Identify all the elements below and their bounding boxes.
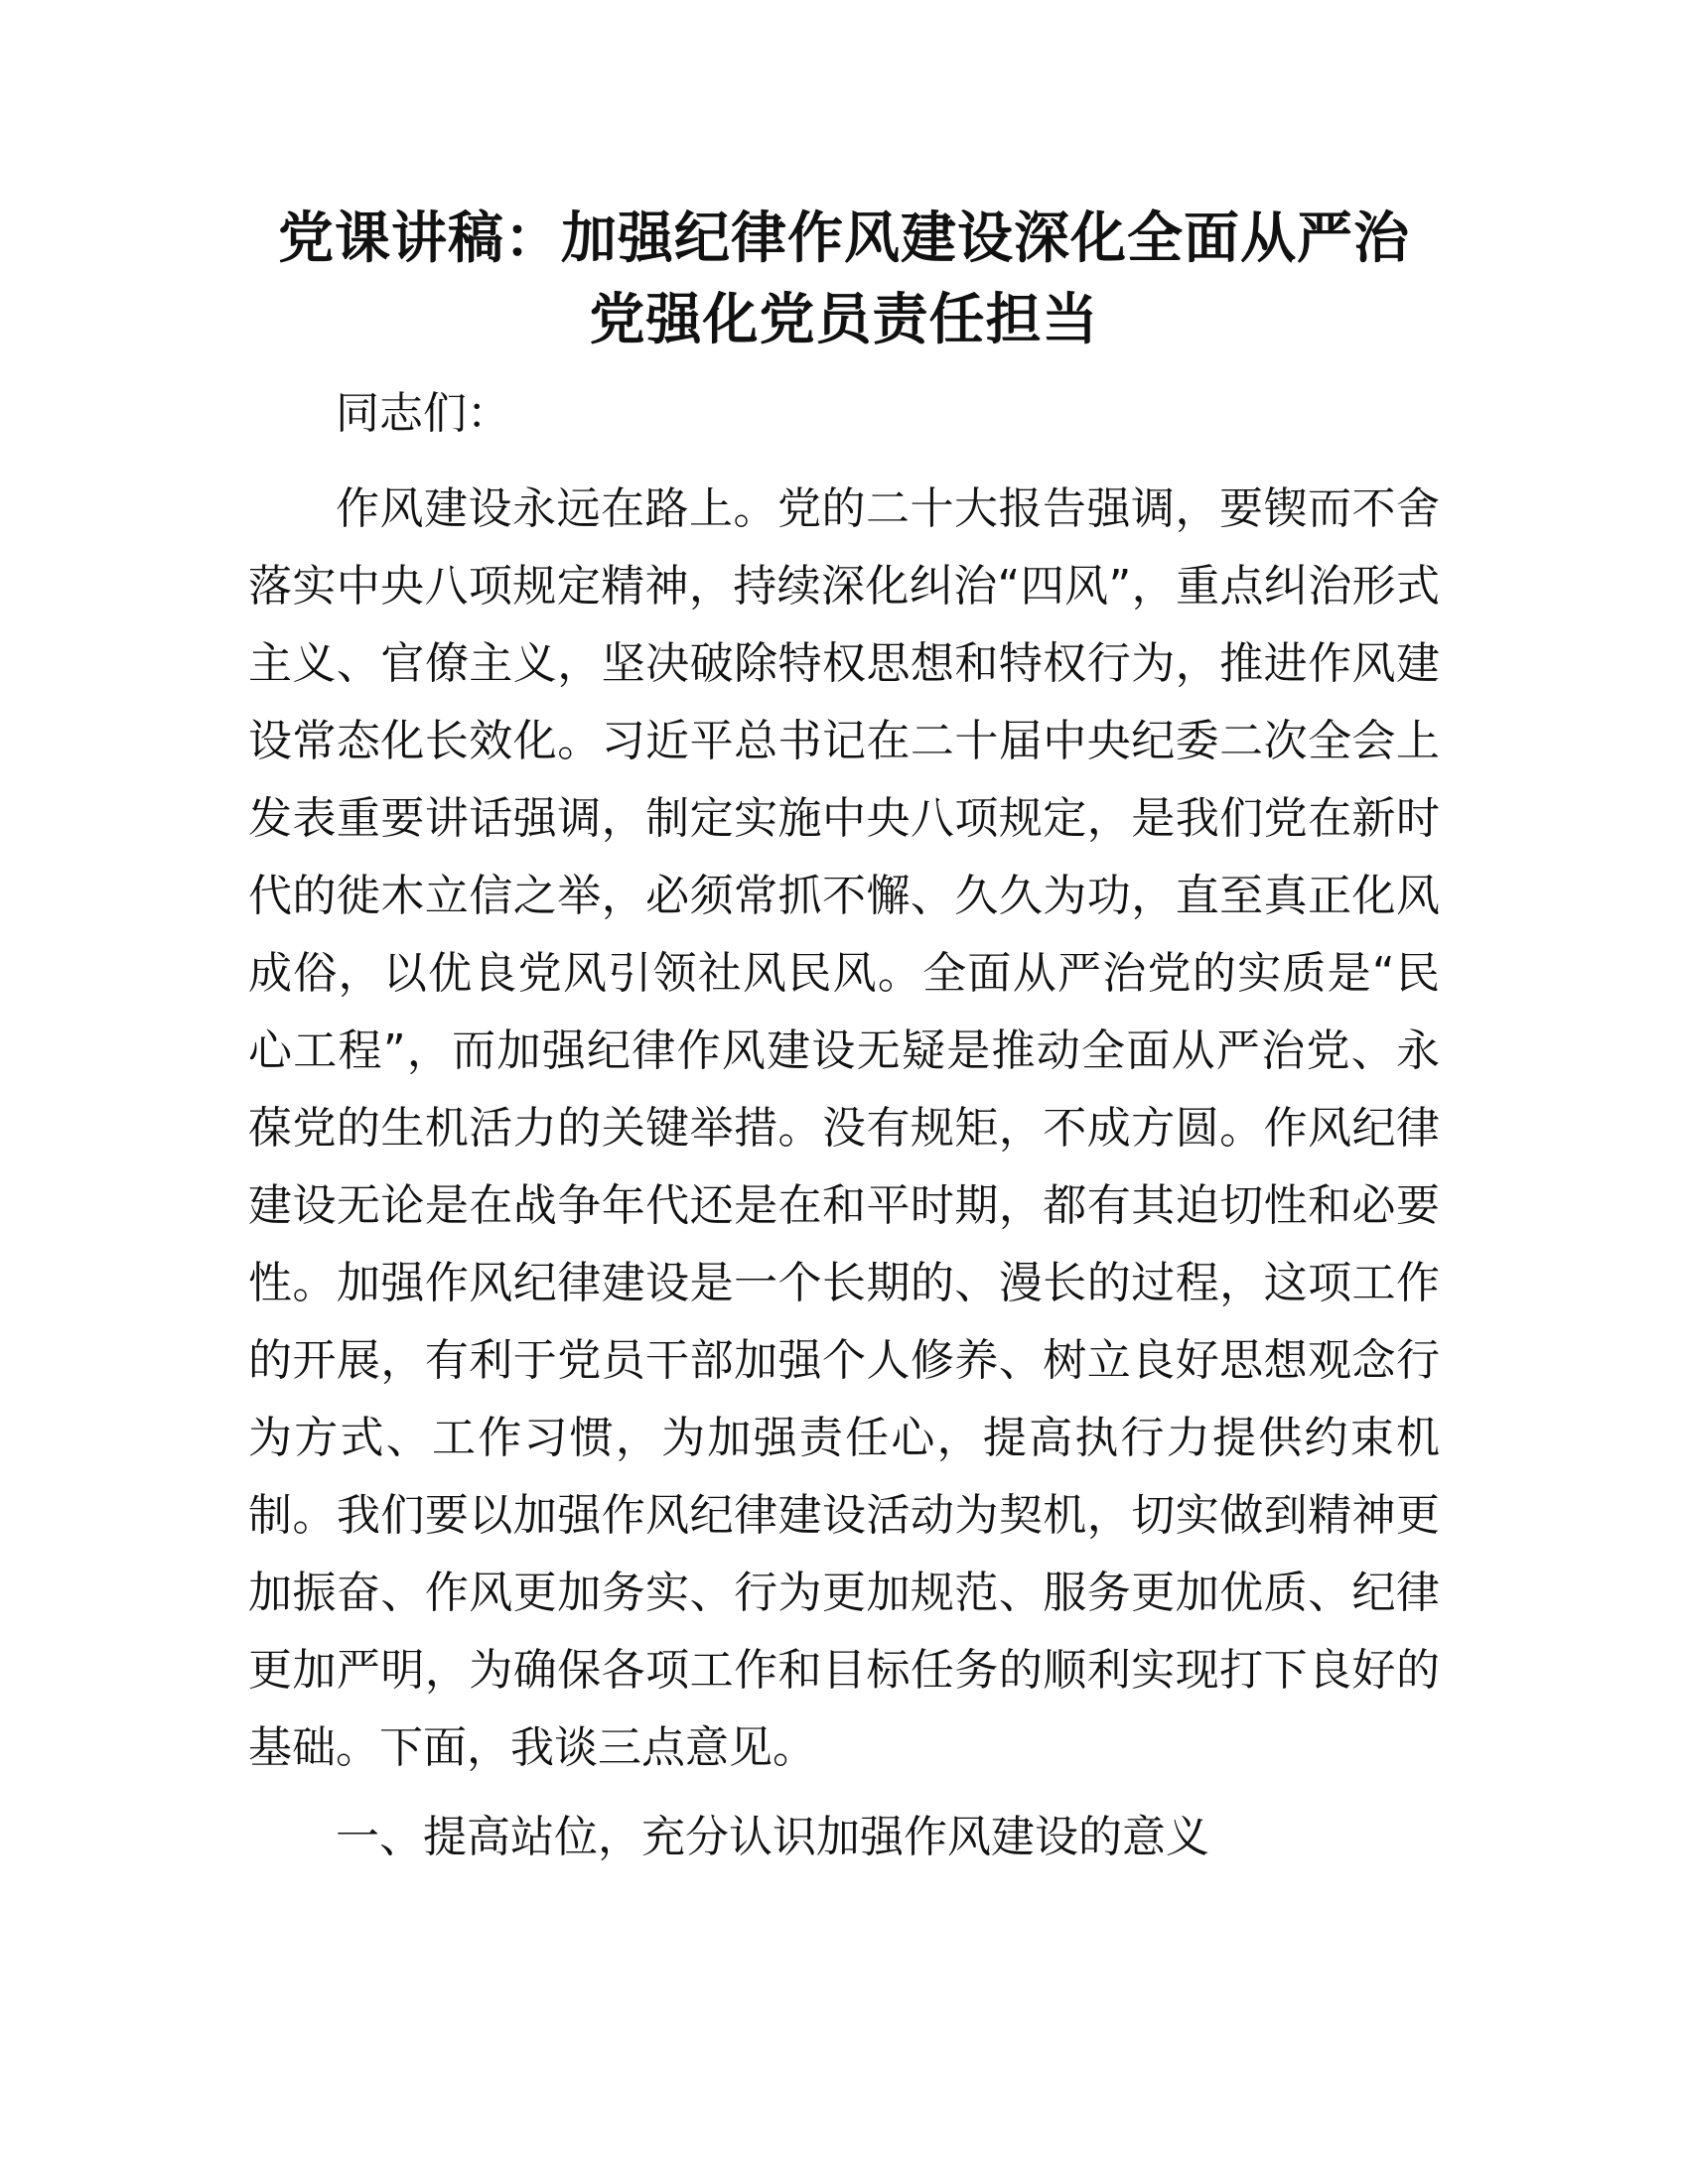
document-title [238, 199, 1450, 361]
section-heading-1: 一、提高站位，充分认识加强作风建设的意义 [336, 1812, 1209, 1862]
document-title-line-1: 党课讲稿：加强纪律作风建设深化全面从严治 [278, 206, 1410, 271]
intro-paragraph: 作风建设永远在路上。党的二十大报告强调，要锲而不舍落实中央八项规定精神，持续深化纠治“四风”，重点纠治形式主义、官僚主义，坚决破除特权思想和特权行为，推进作风建设常态化长效化。习近平总书记在二十届中央纪委二次全会上发表重要讲话强调，制定实施中央八项规定，是我们党在新时代的徙木立信之举，必须常抓不懈、久久为功，直至真正化风成俗，以优良党风引领社风民风。全面从严治党的实质是“民心工程”，而加强纪律作风建设无疑是推动全面从严治党、永葆党的生机活力的关键举措。没有规矩，不成方圆。作风纪律建设无论是在战争年代还是在和平时期，都有其迫切性和必要性。加强作风纪律建设是一个长期的、漫长的过程，这项工作的开展，有利于党员干部加强个人修养、树立良好思想观念行为方式、工作习惯，为加强责任心，提高执行力提供约束机制。我们要以加强作风纪律建设活动为契机，切实做到精神更加振奋、作风更加务实、行为更加规范、服务更加优质、纪律更加严明，为确保各项工作和目标任务的顺利实现打下良好的基础。下面，我谈三点意见。 [248, 483, 1440, 1773]
greeting: 同志们： [336, 388, 510, 439]
document-title-line-2: 党强化党员责任担当 [589, 288, 1099, 352]
